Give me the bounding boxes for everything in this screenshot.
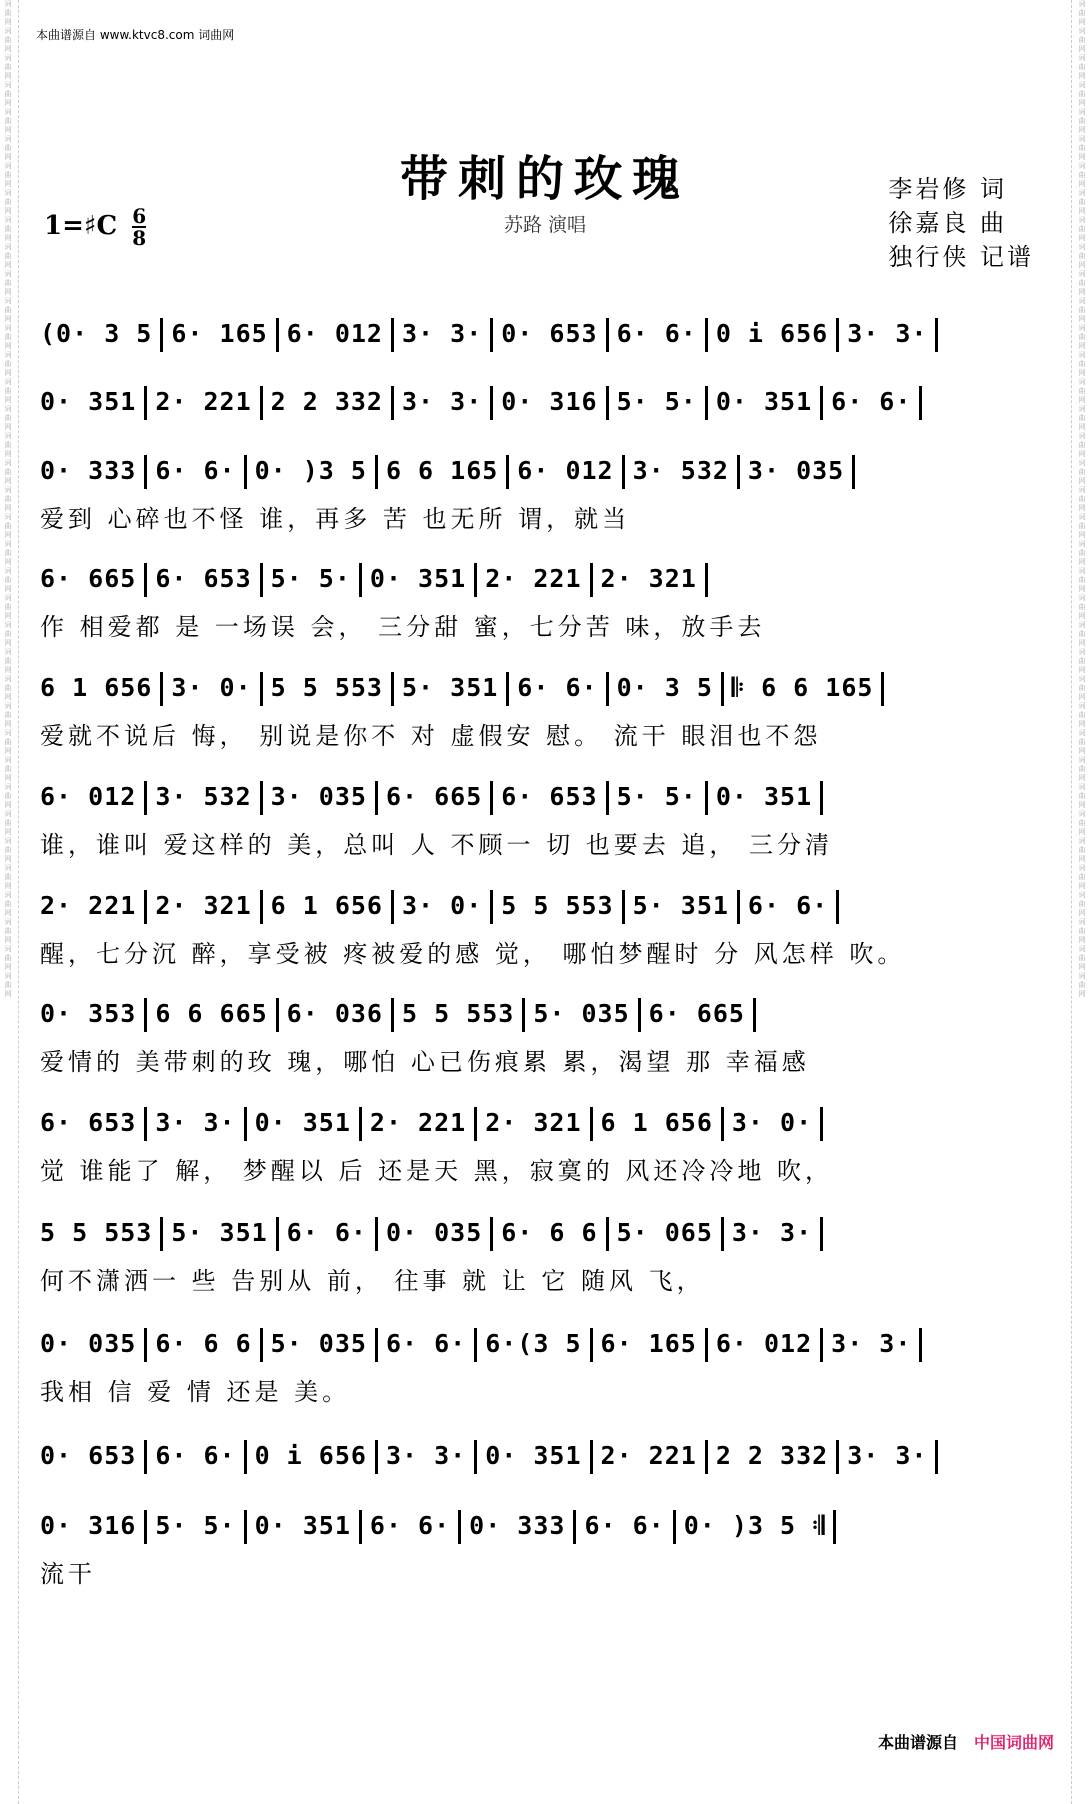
measure: 3· 3· [385, 1441, 467, 1470]
measure: 0· 351 [40, 387, 137, 416]
measure: 6 1 656 [40, 673, 153, 702]
measure: 6· 012 [40, 782, 137, 811]
bar-line [820, 386, 823, 420]
bar-line [721, 1217, 724, 1251]
measure: 6· 6· [616, 319, 697, 348]
bar-line [606, 672, 609, 706]
bar-line [276, 318, 279, 352]
bar-line [144, 1440, 147, 1474]
bar-line [852, 455, 855, 489]
measure: 5· 351 [632, 891, 729, 920]
measure: 0· )3 5 [254, 456, 367, 485]
bar-line [260, 563, 263, 597]
measure: 0· 333 [469, 1511, 566, 1540]
measure: 3· 3· [401, 387, 483, 416]
measure: 5 5 553 [270, 673, 383, 702]
measure: 6· 036 [286, 999, 383, 1028]
bar-line [359, 1510, 362, 1544]
measure: 6· 665 [648, 999, 745, 1028]
bar-line [144, 781, 147, 815]
bar-line [490, 781, 493, 815]
measure: 6· 6· [155, 456, 236, 485]
measure: 5· 035 [270, 1329, 367, 1358]
bar-line [705, 781, 708, 815]
time-numerator: 6 [132, 204, 147, 228]
measure: 5· 5· [616, 782, 697, 811]
notes-row [40, 1440, 1050, 1480]
bar-line [144, 1107, 147, 1141]
bar-line [458, 1510, 461, 1544]
bar-line [244, 1107, 247, 1141]
bar-line [705, 1328, 708, 1362]
notes-row [40, 1217, 1050, 1257]
bar-line [144, 890, 147, 924]
measure: 3· 532 [632, 456, 729, 485]
bar-line [737, 890, 740, 924]
time-signature [132, 206, 146, 248]
right-watermark-strip: 词曲网词曲网词曲网词曲网词曲网词曲网词曲网词曲网词曲网词曲网词曲网词曲网词曲网词曲网词曲网词曲网词曲网词曲网词曲网词曲网词曲网词曲网词曲网词曲网词曲网词曲网词曲网词曲网词曲网词曲网词曲网词曲网词曲网词曲网词曲网词曲网词曲网 [1078, 0, 1086, 998]
bar-line [506, 672, 509, 706]
bar-line [391, 386, 394, 420]
notes-row [40, 318, 1050, 358]
measure: 5· 5· [616, 387, 697, 416]
measure: 5· 035 [533, 999, 630, 1028]
measure: 6·(3 5 [485, 1329, 582, 1358]
bar-line [721, 1107, 724, 1141]
measure: 6· 6· [385, 1329, 467, 1358]
bar-line [522, 998, 525, 1032]
measure: 6· 6 6 [155, 1329, 252, 1358]
measure: 6· 653 [155, 564, 252, 593]
bar-line [375, 1217, 378, 1251]
time-denominator: 8 [132, 226, 147, 250]
measure: 6· 6· [286, 1218, 367, 1247]
bar-line [474, 1328, 477, 1362]
bar-line [144, 455, 147, 489]
composer: 徐嘉良 曲 [888, 209, 1007, 237]
bar-line [590, 1107, 593, 1141]
footer-brand: 中国词曲网 [973, 1733, 1054, 1752]
measure: 0· 351 [715, 782, 813, 811]
bar-line [638, 998, 641, 1032]
bar-line [160, 1217, 163, 1251]
bar-line [606, 1217, 609, 1251]
measure: 6· 012 [517, 456, 614, 485]
measure: 3· 3· [831, 1329, 912, 1358]
bar-line [836, 890, 839, 924]
bar-line [244, 1510, 247, 1544]
bar-line [144, 1510, 147, 1544]
measure: 6· 6· [155, 1441, 236, 1470]
credits [888, 172, 1034, 274]
notes-row [40, 1328, 1050, 1368]
notes-row [40, 455, 1050, 495]
performer: 苏路 演唱 [503, 214, 587, 236]
bar-line [144, 1328, 147, 1362]
measure: 5· 5· [155, 1511, 236, 1540]
bar-line [820, 1217, 823, 1251]
measure: 3· 035 [747, 456, 845, 485]
bar-line [391, 998, 394, 1032]
lyric-row: 作 相爱都 是 一场误 会， 三分甜 蜜，七分苦 味，放手去 [40, 613, 766, 641]
lyric-row: 爱情的 美带刺的玫 瑰，哪怕 心已伤痕累 累，渴望 那 幸福感 [40, 1048, 810, 1076]
measure: 6· 012 [715, 1329, 813, 1358]
bar-line [833, 1510, 836, 1544]
lyric-row: 流干 [40, 1560, 96, 1588]
left-watermark-strip: 词曲网词曲网词曲网词曲网词曲网词曲网词曲网词曲网词曲网词曲网词曲网词曲网词曲网词曲网词曲网词曲网词曲网词曲网词曲网词曲网词曲网词曲网词曲网词曲网词曲网词曲网词曲网词曲网词曲网词曲网词曲网词曲网词曲网词曲网词曲网词曲网词曲网 [4, 0, 12, 998]
measure: 0· 351 [369, 564, 467, 593]
measure: 6· 165 [600, 1329, 697, 1358]
bar-line [606, 386, 609, 420]
measure: 3· 3· [731, 1218, 813, 1247]
measure: 2 2 332 [270, 387, 383, 416]
measure: 0· 333 [40, 456, 137, 485]
notes-row [40, 890, 1050, 930]
notes-row [40, 998, 1050, 1038]
measure: 6· 665 [385, 782, 483, 811]
bar-line [490, 890, 493, 924]
bar-line [590, 563, 593, 597]
bar-line [606, 781, 609, 815]
measure: 3· 3· [847, 1441, 928, 1470]
bar-line [474, 563, 477, 597]
measure: 3· 035 [270, 782, 367, 811]
measure: 5· 065 [616, 1218, 713, 1247]
measure: 2· 321 [485, 1108, 582, 1137]
bar-line [391, 672, 394, 706]
measure: 6· 6· [831, 387, 912, 416]
bar-line [260, 890, 263, 924]
lyric-row: 爱就不说后 悔， 别说是你不 对 虚假安 慰。 流干 眼泪也不怨 [40, 722, 822, 750]
measure: 5 5 553 [40, 1218, 153, 1247]
measure: 6· 6 6 [501, 1218, 598, 1247]
footer-source: 本曲谱源自 [877, 1733, 958, 1752]
measure: 6· 6· [517, 673, 598, 702]
notes-row [40, 672, 1050, 712]
bar-line [919, 1328, 922, 1362]
measure: 0· 353 [40, 999, 137, 1028]
measure: 3· 3· [847, 319, 928, 348]
bar-line [375, 455, 378, 489]
measure: 2· 221 [369, 1108, 467, 1137]
bar-line [359, 563, 362, 597]
measure: 3· 0· [731, 1108, 813, 1137]
measure: 0· 351 [715, 387, 813, 416]
measure: 6· 012 [286, 319, 383, 348]
transcriber: 独行侠 记谱 [888, 243, 1034, 271]
bar-line [705, 318, 708, 352]
bar-line [160, 672, 163, 706]
bar-line [573, 1510, 576, 1544]
measure: 5· 351 [401, 673, 499, 702]
lyric-row: 醒，七分沉 醉，享受被 疼被爱的感 觉， 哪怕梦醒时 分 风怎样 吹。 [40, 940, 906, 968]
measure: 0· 351 [485, 1441, 582, 1470]
measure: 0· 653 [40, 1441, 137, 1470]
measure: 0 i 656 [715, 319, 829, 348]
bar-line [375, 1440, 378, 1474]
bar-line [391, 890, 394, 924]
lyric-row: 我相 信 爱 情 还是 美。 [40, 1378, 351, 1406]
bar-line [359, 1107, 362, 1141]
bar-line [606, 318, 609, 352]
measure: 0· 3 5 [616, 673, 713, 702]
notes-row [40, 1107, 1050, 1147]
measure: 2· 221 [155, 387, 252, 416]
measure: 6· 6· [369, 1511, 451, 1540]
bar-line [705, 1440, 708, 1474]
measure: 2· 221 [600, 1441, 697, 1470]
bar-line [881, 672, 884, 706]
bar-line [673, 1510, 676, 1544]
measure: 6· 6· [747, 891, 829, 920]
bar-line [144, 998, 147, 1032]
footer [878, 1730, 1054, 1753]
measure: 3· 532 [155, 782, 252, 811]
measure: 2· 221 [485, 564, 582, 593]
bar-line [276, 998, 279, 1032]
bar-line [820, 1107, 823, 1141]
lyric-row: 爱到 心碎也不怪 谁，再多 苦 也无所 谓，就当 [40, 505, 631, 533]
lyric-row: 谁，谁叫 爱这样的 美，总叫 人 不顾一 切 也要去 追， 三分清 [40, 831, 834, 859]
measure: 0· 316 [40, 1511, 137, 1540]
measure: 0· 653 [501, 319, 598, 348]
key-label: 1=♯C [44, 211, 118, 241]
bar-line [753, 998, 756, 1032]
bar-line [490, 318, 493, 352]
bar-line [260, 781, 263, 815]
measure: 2· 321 [155, 891, 252, 920]
bar-line [474, 1107, 477, 1141]
bar-line [144, 563, 147, 597]
bar-line [506, 455, 509, 489]
bar-line [590, 1440, 593, 1474]
bar-line [705, 386, 708, 420]
measure: 0· 351 [254, 1511, 351, 1540]
right-dashed-border [1071, 0, 1072, 1804]
bar-line [260, 672, 263, 706]
key-signature [44, 206, 146, 248]
measure: 0· 035 [40, 1329, 137, 1358]
bar-line [935, 1440, 938, 1474]
notes-row [40, 1510, 1050, 1550]
song-title: 带刺的玫瑰 [399, 151, 690, 207]
measure: 0· 316 [501, 387, 598, 416]
measure: 3· 3· [401, 319, 483, 348]
bar-line [375, 781, 378, 815]
measure: 6· 165 [171, 319, 268, 348]
notes-row [40, 781, 1050, 821]
measure: 6 1 656 [600, 1108, 713, 1137]
measure: 6· 665 [40, 564, 137, 593]
bar-line [260, 386, 263, 420]
bar-line [391, 318, 394, 352]
bar-line [260, 1328, 263, 1362]
measure: 2 2 332 [715, 1441, 829, 1470]
lyric-row: 何不潇洒一 些 告别从 前， 往事 就 让 它 随风 飞， [40, 1267, 705, 1295]
left-dashed-border [18, 0, 19, 1804]
measure: 6 6 665 [155, 999, 268, 1028]
bar-line [622, 890, 625, 924]
measure: 5· 5· [270, 564, 351, 593]
measure: 5 5 553 [401, 999, 515, 1028]
bar-line [590, 1328, 593, 1362]
measure: 5 5 553 [501, 891, 614, 920]
bar-line [919, 386, 922, 420]
measure: 5· 351 [171, 1218, 268, 1247]
bar-line [836, 318, 839, 352]
measure: 6 1 656 [270, 891, 383, 920]
bar-line [474, 1440, 477, 1474]
notes-row [40, 563, 1050, 603]
lyric-row: 觉 谁能了 解， 梦醒以 后 还是天 黑，寂寞的 风还冷冷地 吹， [40, 1157, 834, 1185]
notes-row [40, 386, 1050, 426]
bar-line [144, 386, 147, 420]
measure: 0· 351 [254, 1108, 351, 1137]
measure: 3· 3· [155, 1108, 236, 1137]
measure: 2· 221 [40, 891, 137, 920]
measure: 6· 653 [501, 782, 598, 811]
bar-line [820, 1328, 823, 1362]
measure: 3· 0· [171, 673, 252, 702]
measure: 6 6 165 [385, 456, 499, 485]
bar-line [737, 455, 740, 489]
measure: (0· 3 5 [40, 319, 153, 348]
bar-line [705, 563, 708, 597]
measure: 0· 035 [385, 1218, 483, 1247]
measure: 3· 0· [401, 891, 483, 920]
measure: 0 i 656 [254, 1441, 367, 1470]
bar-line [721, 672, 724, 706]
bar-line [244, 1440, 247, 1474]
bar-line [836, 1440, 839, 1474]
measure: 0· )3 5 𝄇 [683, 1511, 826, 1540]
bar-line [820, 781, 823, 815]
measure: 6· 653 [40, 1108, 137, 1137]
bar-line [160, 318, 163, 352]
bar-line [276, 1217, 279, 1251]
source-note: 本曲谱源自 www.ktvc8.com 词曲网 [36, 28, 235, 42]
bar-line [490, 1217, 493, 1251]
measure: 𝄆 6 6 165 [731, 673, 874, 702]
measure: 6· 6· [584, 1511, 665, 1540]
measure: 2· 321 [600, 564, 697, 593]
bar-line [244, 455, 247, 489]
bar-line [490, 386, 493, 420]
bar-line [622, 455, 625, 489]
bar-line [375, 1328, 378, 1362]
lyricist: 李岩修 词 [888, 175, 1007, 203]
bar-line [935, 318, 938, 352]
